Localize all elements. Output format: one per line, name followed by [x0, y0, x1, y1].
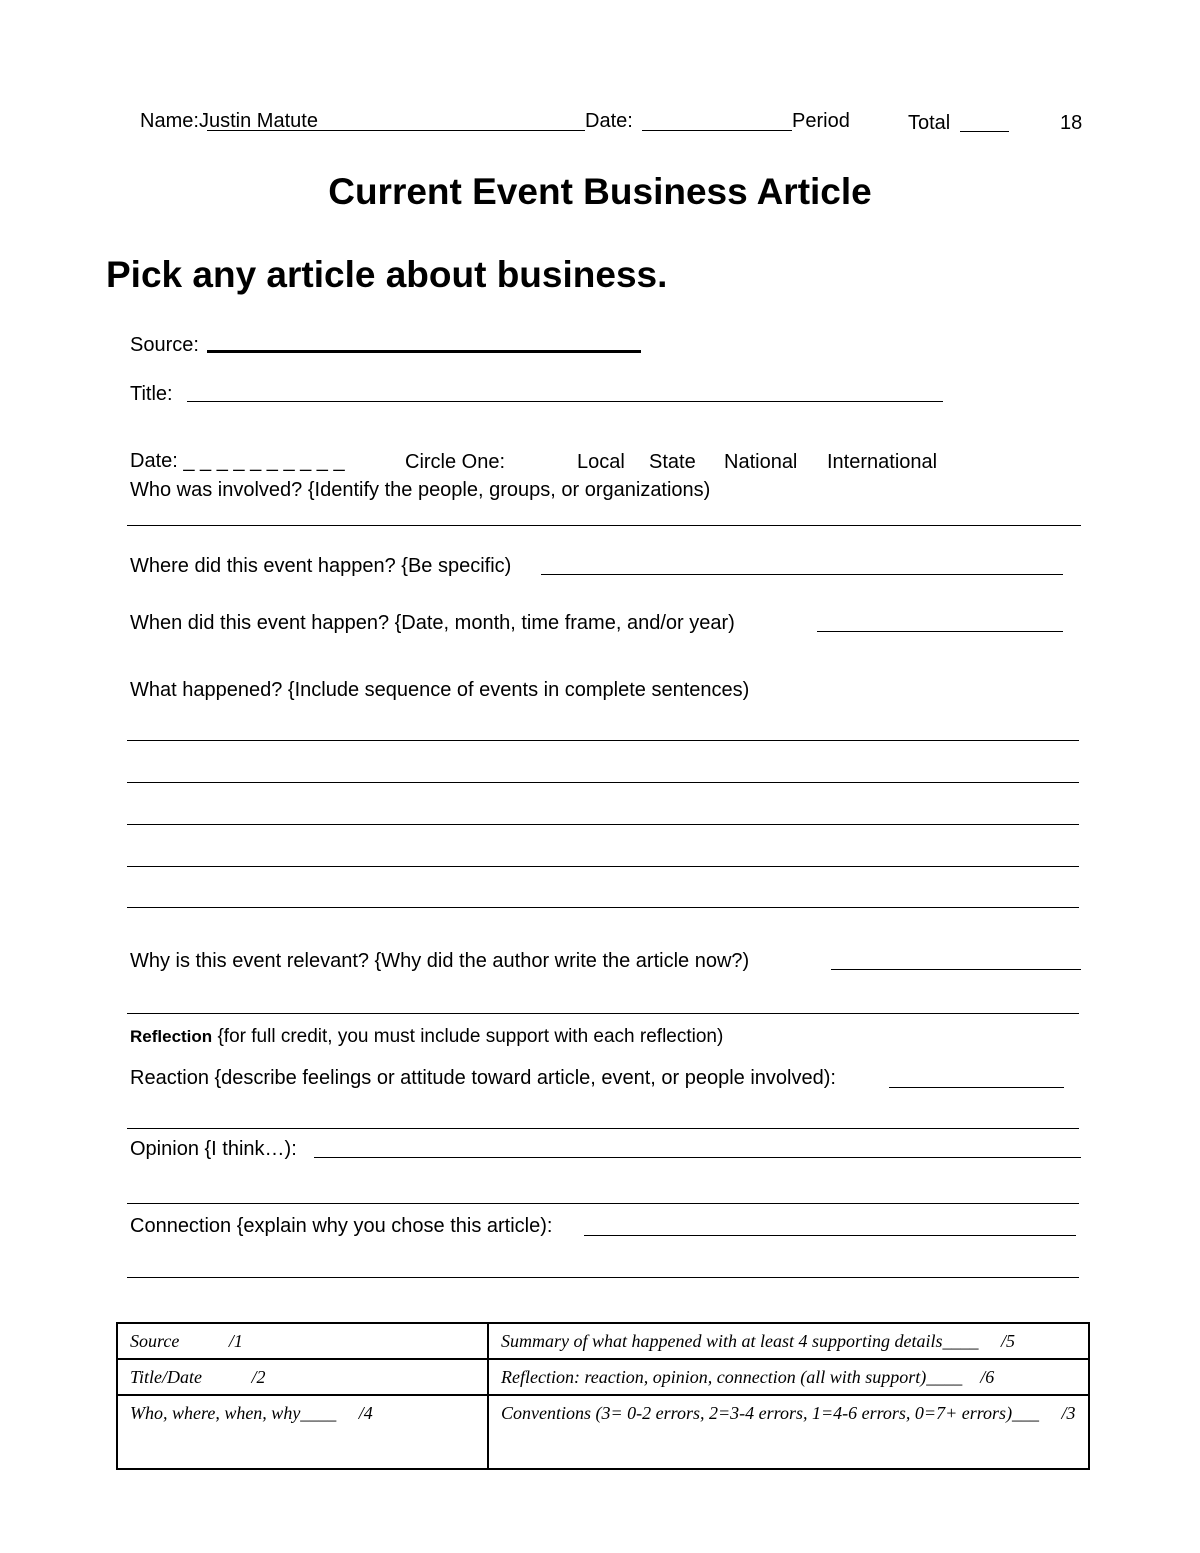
table-row: [117, 1395, 1089, 1469]
when-label: When did this event happen? {Date, month, time frame, and/or year): [130, 612, 735, 634]
connection-line[interactable]: [584, 1235, 1076, 1236]
page-subtitle: Pick any article about business.: [106, 254, 668, 295]
connection-line[interactable]: [127, 1277, 1079, 1278]
connection-label: Connection {explain why you chose this article):: [130, 1215, 553, 1237]
circle-option-national[interactable]: National: [724, 451, 798, 473]
name-label: Name:: [140, 110, 199, 132]
source-label: Source:: [130, 334, 199, 356]
what-line[interactable]: [127, 740, 1079, 741]
rubric-table: [116, 1322, 1090, 1470]
rubric-cell: Summary of what happened with at least 4 supporting details____ /5: [488, 1323, 1089, 1359]
opinion-line[interactable]: [314, 1157, 1081, 1158]
rubric-cell: Conventions (3= 0-2 errors, 2=3-4 errors, 1=4-6 errors, 0=7+ errors)___ /3: [488, 1395, 1089, 1469]
circle-option-state[interactable]: State: [649, 451, 696, 473]
table-row: [117, 1359, 1089, 1395]
title-line[interactable]: [187, 401, 943, 402]
when-line[interactable]: [817, 631, 1063, 632]
rubric-cell: Source /1: [117, 1323, 488, 1359]
why-label: Why is this event relevant? {Why did the author write the article now?): [130, 950, 750, 972]
where-line[interactable]: [541, 574, 1063, 575]
opinion-line[interactable]: [127, 1203, 1079, 1204]
what-line[interactable]: [127, 824, 1079, 825]
reflection-heading-text: {for full credit, you must include support with each reflection): [212, 1026, 724, 1047]
circle-option-international[interactable]: International: [827, 451, 938, 473]
where-label: Where did this event happen? {Be specific): [130, 555, 512, 577]
rubric-cell: Who, where, when, why____ /4: [117, 1395, 488, 1469]
period-label: Period: [792, 110, 850, 132]
total-underline: [960, 131, 1009, 132]
what-label: What happened? {Include sequence of events in complete sentences): [130, 679, 750, 701]
table-row: [117, 1323, 1089, 1359]
who-label: Who was involved? {Identify the people, groups, or organizations): [130, 479, 711, 501]
reflection-heading-bold: Reflection: [130, 1027, 213, 1046]
reflection-heading: [130, 1025, 723, 1049]
date-label: Date:: [585, 110, 633, 132]
what-line[interactable]: [127, 782, 1079, 783]
name-value: Justin Matute: [199, 110, 318, 132]
rubric-cell: Title/Date /2: [117, 1359, 488, 1395]
article-date-label: Date: _ _ _ _ _ _ _ _ _ _: [130, 450, 345, 472]
reaction-line[interactable]: [127, 1128, 1079, 1129]
name-underline: [207, 130, 585, 131]
reaction-label: Reaction {describe feelings or attitude toward article, event, or people involved):: [130, 1067, 836, 1089]
page-title: Current Event Business Article: [328, 171, 872, 212]
opinion-label: Opinion {I think…):: [130, 1138, 297, 1160]
what-line[interactable]: [127, 907, 1079, 908]
reaction-line[interactable]: [889, 1087, 1064, 1088]
circle-option-local[interactable]: Local: [577, 451, 625, 473]
source-line[interactable]: [207, 350, 641, 353]
why-line[interactable]: [127, 1013, 1079, 1014]
what-line[interactable]: [127, 866, 1079, 867]
rubric-cell: Reflection: reaction, opinion, connection (all with support)____ /6: [488, 1359, 1089, 1395]
title-label: Title:: [130, 383, 173, 405]
total-label: Total: [908, 112, 951, 134]
who-line[interactable]: [127, 525, 1081, 526]
circle-one-label: Circle One:: [405, 451, 506, 473]
total-value: 18: [1060, 112, 1083, 134]
date-underline: [642, 130, 792, 131]
why-line[interactable]: [831, 969, 1081, 970]
